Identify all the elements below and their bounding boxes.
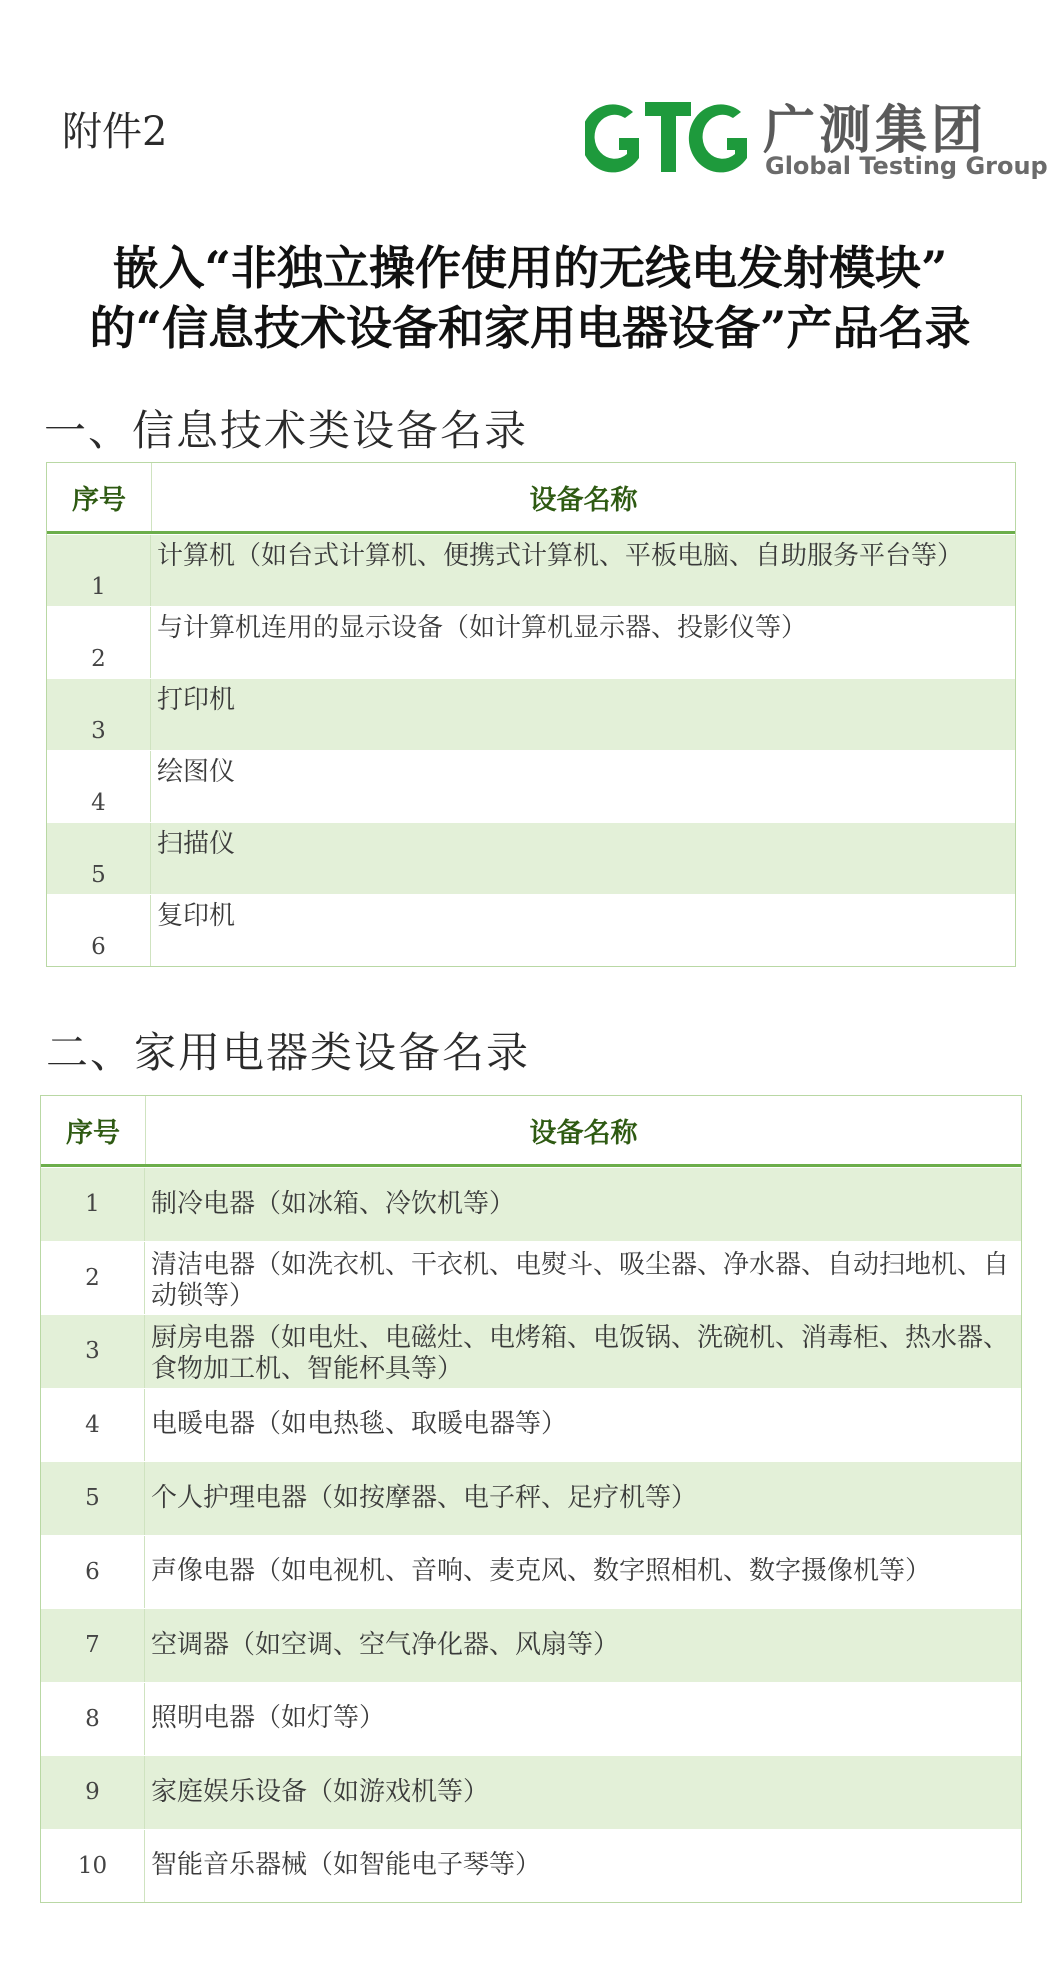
- row-name: 照明电器（如灯等）: [151, 1703, 386, 1734]
- row-name: 声像电器（如电视机、音响、麦克风、数字照相机、数字摄像机等）: [151, 1556, 932, 1587]
- table-row: [47, 894, 1015, 966]
- table-row: [47, 822, 1015, 894]
- row-name: 制冷电器（如冰箱、冷饮机等）: [151, 1188, 516, 1219]
- row-no: 9: [41, 1756, 145, 1829]
- row-no: 3: [41, 1315, 145, 1388]
- table-row: [41, 1167, 1021, 1241]
- header-name: 设备名称: [529, 484, 638, 516]
- row-no: 7: [41, 1609, 145, 1682]
- table-row: [47, 534, 1015, 606]
- row-name: 厨房电器（如电灶、电磁灶、电烤箱、电饭锅、洗碗机、消毒柜、热水器、食物加工机、智能杯具等）: [151, 1323, 1010, 1384]
- row-name: 打印机: [157, 685, 236, 715]
- table-row: [41, 1388, 1021, 1462]
- attachment-label: 附件2: [62, 109, 168, 155]
- row-no: 1: [41, 1168, 145, 1241]
- row-name: 空调器（如空调、空气净化器、风扇等）: [151, 1629, 620, 1660]
- table-row: [47, 678, 1015, 750]
- appliance-table: [40, 1095, 1022, 1903]
- section-heading-appliances: 二、家用电器类设备名录: [46, 1028, 531, 1077]
- row-name: 电暖电器（如电热毯、取暖电器等）: [151, 1409, 568, 1440]
- document-title-line-1: 嵌入“非独立操作使用的无线电发射模块”: [112, 241, 948, 295]
- table-row: [41, 1608, 1021, 1682]
- table-row: [47, 606, 1015, 678]
- table-header: [41, 1096, 1021, 1167]
- row-no: 2: [41, 1242, 145, 1315]
- row-name: 个人护理电器（如按摩器、电子秤、足疗机等）: [151, 1482, 698, 1513]
- it-equipment-table: [46, 462, 1016, 967]
- table-row: [41, 1241, 1021, 1315]
- row-name: 智能音乐器械（如智能电子琴等）: [151, 1850, 542, 1881]
- table-row: [41, 1829, 1021, 1903]
- table-row: [41, 1535, 1021, 1609]
- row-name: 扫描仪: [157, 829, 236, 859]
- row-no: 4: [47, 751, 151, 822]
- row-name: 复印机: [157, 901, 236, 931]
- row-no: 5: [47, 823, 151, 894]
- document-title-line-2: 的“信息技术设备和家用电器设备”产品名录: [89, 301, 971, 355]
- logo-chinese-name: 广测集团: [763, 101, 988, 161]
- row-name: 家庭娱乐设备（如游戏机等）: [151, 1776, 490, 1807]
- table-row: [47, 750, 1015, 822]
- header-no: 序号: [41, 1096, 146, 1164]
- row-no: 8: [41, 1683, 145, 1756]
- row-no: 3: [47, 679, 151, 750]
- row-no: 4: [41, 1389, 145, 1462]
- row-no: 1: [47, 535, 151, 606]
- row-no: 10: [41, 1830, 145, 1903]
- row-name: 绘图仪: [157, 757, 236, 787]
- row-no: 2: [47, 607, 151, 678]
- row-name: 与计算机连用的显示设备（如计算机显示器、投影仪等）: [157, 613, 808, 643]
- logo-english-name: Global Testing Group: [765, 152, 1048, 180]
- table-row: [41, 1461, 1021, 1535]
- row-name: 计算机（如台式计算机、便携式计算机、平板电脑、自助服务平台等）: [157, 541, 964, 571]
- header-no: 序号: [47, 463, 152, 531]
- header-name: 设备名称: [529, 1117, 638, 1149]
- row-no: 6: [47, 895, 151, 966]
- table-row: [41, 1755, 1021, 1829]
- company-logo: [585, 92, 1048, 192]
- table-row: [41, 1314, 1021, 1388]
- row-no: 6: [41, 1536, 145, 1609]
- table-row: [41, 1682, 1021, 1756]
- section-heading-it: 一、信息技术类设备名录: [44, 406, 529, 455]
- table-header: [47, 463, 1015, 534]
- row-no: 5: [41, 1462, 145, 1535]
- row-name: 清洁电器（如洗衣机、干衣机、电熨斗、吸尘器、净水器、自动扫地机、自动锁等）: [151, 1249, 1010, 1311]
- gtg-logo-mark-icon: [585, 92, 753, 182]
